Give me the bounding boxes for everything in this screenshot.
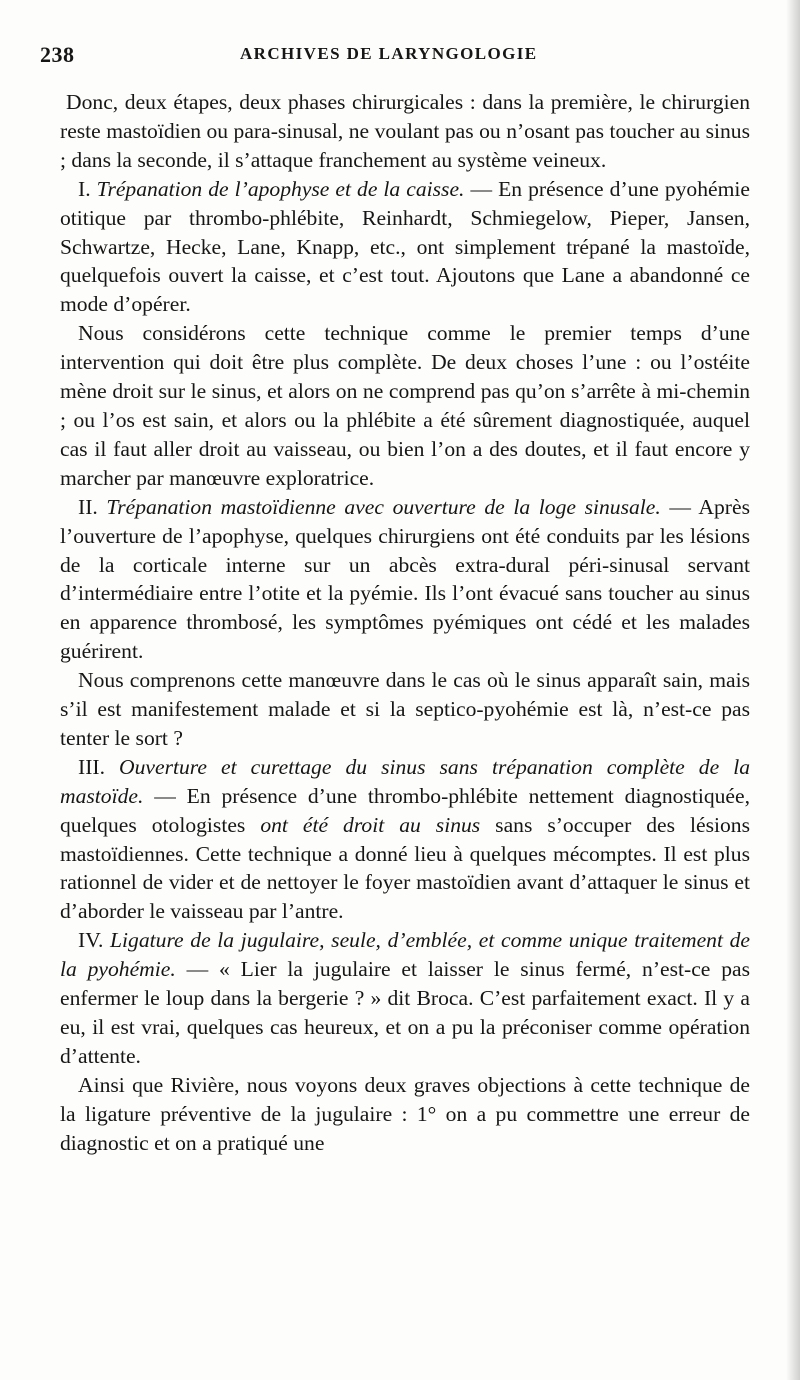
text-run: — « Lier la jugulaire et laisser le sinus fermé, n’est-ce pas enfermer le loup dans la bergerie ? » dit Broca. C’est parfaitement exact. Il y a eu, il est vrai, quelques cas heureux, et on a pu la préconiser comme opération d’attente. — [60, 957, 750, 1068]
running-header — [40, 38, 760, 72]
text-run: — En présence d’une thrombo-phlébite nettement diagnostiquée, quelques otologistes — [60, 783, 750, 837]
paragraph — [60, 175, 750, 320]
text-run: sans s’occuper des lésions mastoïdiennes. Cette technique a donné lieu à quelques mécomptes. Il est plus rationnel de vider et de nettoyer le foyer mastoïdien avant d’attaquer le sinus et d’aborder le vaisseau par l’antre. — [60, 812, 750, 924]
text-run: IV. — [78, 928, 111, 953]
text-run: — Après l’ouverture de l’apophyse, quelques chirurgiens ont été conduits par les lésions de la corticale interne sur un abcès extra-dural péri-sinusal servant d’intermédiaire entre l’otite et la pyémie. Ils l’ont évacué sans toucher au sinus en apparence thrombosé, les symptômes pyémiques ont cédé et les malades guérirent. — [60, 494, 750, 664]
page-number: 238 — [40, 42, 75, 67]
italic-text: Trépanation de l’apophyse et de la caisse. — [96, 176, 465, 201]
text-run: Nous comprenons cette manœuvre dans le cas où le sinus apparaît sain, mais s’il est manifestement malade et si la septico-pyohémie est là, n’est-ce pas tenter le sort ? — [60, 668, 750, 750]
paragraph — [60, 1071, 750, 1158]
italic-text: Trépanation mastoïdienne avec ouverture de la loge sinusale. — [106, 494, 661, 519]
italic-text: Ligature de la jugulaire, seule, d’emblée, et comme unique traitement de la pyohémie. — [60, 928, 750, 982]
text-run: Ainsi que Rivière, nous voyons deux graves objections à cette technique de la ligature préventive de la jugulaire : 1° on a pu commettre une erreur de diagnostic et on a pratiqué une — [60, 1072, 750, 1155]
text-run: Nous considérons cette technique comme le premier temps d’une intervention qui doit être plus complète. De deux choses l’une : ou l’ostéite mène droit sur le sinus, et alors on ne comprend pas qu’on s’arrête à mi-chemin ; ou l’os est sain, et alors ou la phlébite a été sûrement diagnostiquée, auquel cas il faut aller droit au vaisseau, ou bien l’on a des doutes, et il faut encore y marcher par manœuvre exploratrice. — [60, 321, 750, 490]
italic-text: ont été droit au sinus — [260, 812, 481, 837]
body-text — [60, 88, 750, 1158]
paragraph — [60, 753, 750, 926]
page-edge-shadow — [786, 0, 800, 1380]
text-run: III. — [78, 754, 120, 779]
paragraph — [60, 666, 750, 753]
italic-text: Ouverture et curettage du sinus sans trépanation complète de la mastoïde. — [60, 754, 751, 808]
paragraph — [60, 319, 750, 492]
text-run: — En présence d’une pyohémie otitique par thrombo-phlébite, Reinhardt, Schmiegelow, Pieper, Jansen, Schwartze, Hecke, Lane, Knapp, etc., ont simplement trépané la mastoïde, quelquefois ouvert la caisse, et c’est tout. Ajoutons que Lane a abandonné ce mode d’opérer. — [60, 176, 750, 317]
paragraph — [60, 926, 750, 1071]
text-run: I. — [78, 176, 97, 201]
text-run: Donc, deux étapes, deux phases chirurgicales : dans la première, le chirurgien reste mastoïdien ou para-sinusal, ne voulant pas ou n’osant pas toucher au sinus ; dans la seconde, il s’attaque franchement au système veineux. — [60, 90, 750, 172]
paragraph — [60, 493, 750, 666]
text-run: II. — [78, 494, 107, 519]
paragraph — [60, 88, 750, 175]
journal-title: ARCHIVES DE LARYNGOLOGIE — [240, 44, 538, 63]
